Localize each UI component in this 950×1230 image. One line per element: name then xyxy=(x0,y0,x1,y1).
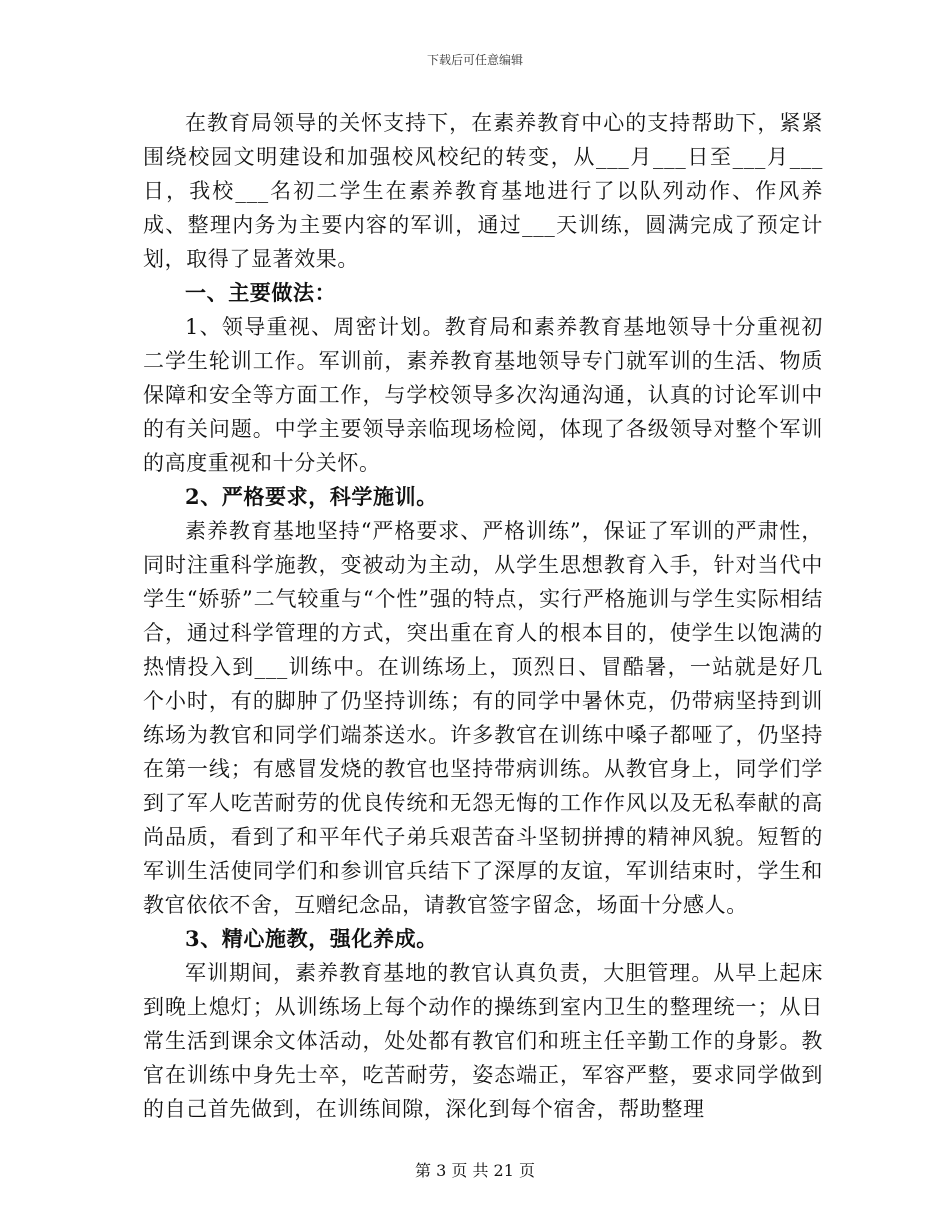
document-body xyxy=(143,106,823,1126)
paragraph-strict-training: 素养教育基地坚持“严格要求、严格训练”，保证了军训的严肃性，同时注重科学施教，变被动为主动，从学生思想教育入手，针对当代中学生“娇骄”二气较重与“个性”强的特点，实行严格施训与学生实际相结合，通过科学管理的方式，突出重在育人的根本目的，使学生以饱满的热情投入到___训练中。在训练场上，顶烈日、冒酷暑，一站就是好几个小时，有的脚肿了仍坚持训练；有的同学中暑休克，仍带病坚持到训练场为教官和同学们端茶送水。许多教官在训练中嗓子都哑了，仍坚持在第一线；有感冒发烧的教官也坚持带病训练。从教官身上，同学们学到了军人吃苦耐劳的优良传统和无怨无悔的工作作风以及无私奉献的高尚品质，看到了和平年代子弟兵艰苦奋斗坚韧拼搏的精神风貌。短暂的军训生活使同学们和参训官兵结下了深厚的友谊，军训结束时，学生和教官依依不舍，互赠纪念品，请教官签字留念，场面十分感人。 xyxy=(143,519,823,917)
page-header-note: 下载后可任意编辑 xyxy=(426,53,523,67)
intro-paragraph: 在教育局领导的关怀支持下，在素养教育中心的支持帮助下，紧紧围绕校园文明建设和加强校风校纪的转变，从___月___日至___月___日，我校___名初二学生在素养教育基地进行了以队列动作、作风养成、整理内务为主要内容的军训，通过___天训练，圆满完成了预定计划，取得了显著效果。 xyxy=(143,111,823,271)
paragraph-leadership: 1、领导重视、周密计划。教育局和素养教育基地领导十分重视初二学生轮训工作。军训前，素养教育基地领导专门就军训的生活、物质保障和安全等方面工作，与学校领导多次沟通沟通，认真的讨论军训中的有关问题。中学主要领导亲临现场检阅，体现了各级领导对整个军训的高度重视和十分关怀。 xyxy=(143,315,823,475)
subheading-careful-teaching: 3、精心施教，强化养成。 xyxy=(185,926,438,951)
subheading-strict-training: 2、严格要求，科学施训。 xyxy=(185,484,438,509)
paragraph-careful-teaching: 军训期间，素养教育基地的教官认真负责，大胆管理。从早上起床到晚上熄灯；从训练场上每个动作的操练到室内卫生的整理统一；从日常生活到课余文体活动，处处都有教官们和班主任辛勤工作的身影。教官在训练中身先士卒，吃苦耐劳，姿态端正，军容严整，要求同学做到的自己首先做到，在训练间隙，深化到每个宿舍，帮助整理 xyxy=(143,961,823,1121)
section-heading-main-methods: 一、主要做法： xyxy=(185,280,337,305)
page-number-footer: 第 3 页 共 21 页 xyxy=(415,1161,535,1180)
